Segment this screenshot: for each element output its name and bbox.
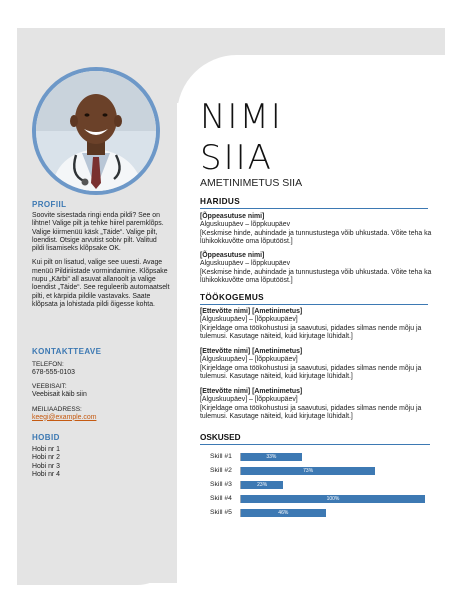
skill-bar (241, 481, 283, 489)
profile-paragraph-2: Kui pilt on lisatud, valige see uuesti. Avage menüü Pildiriistade vormindamine. Klõpsake nupu „Kärbi“ all asuvat allanoolt ja valige loendist „Täide“. See reguleerib automaatselt pilti, et kärpida pildile vastavaks. Saate klõpsata ja lohistada pildi õigesse kohta. (32, 259, 170, 308)
job-entry-dates: [Alguskuupäev] – [lõppkuupäev] (200, 356, 298, 364)
school-dates: Alguskuupäev – lõppkuupäev (200, 221, 291, 229)
email-link[interactable]: keegi@example.com (32, 413, 97, 421)
skill-bar (241, 509, 326, 517)
skill-row (200, 466, 440, 476)
skill-row (200, 452, 440, 462)
skill-track (240, 481, 441, 489)
hobbies-heading: HOBID (32, 433, 60, 442)
skill-track (240, 509, 441, 517)
skills-heading: OSKUSED (200, 433, 430, 445)
name-line-2: SIIA (200, 138, 273, 178)
candidate-name (200, 97, 283, 179)
skill-name: Skill #5 (210, 509, 232, 516)
hobby-item: Hobi nr 2 (32, 454, 60, 462)
hobby-item: Hobi nr 1 (32, 446, 60, 453)
school-name: [Õppeasutuse nimi] (200, 252, 265, 259)
education-entry (200, 252, 435, 285)
skill-track (240, 453, 441, 461)
skill-bar (241, 467, 375, 475)
education-heading: HARIDUS (200, 197, 428, 209)
skill-row (200, 508, 440, 518)
skill-bar (241, 495, 425, 503)
hobby-item: Hobi nr 3 (32, 462, 60, 470)
job-title: AMETINIMETUS SIIA (200, 177, 303, 189)
phone-value: 678-555-0103 (32, 369, 75, 376)
phone-label: TELEFON: (32, 361, 64, 368)
name-line-1: NIMI (200, 97, 283, 137)
experience-entry (200, 348, 435, 381)
profile-photo[interactable] (32, 67, 160, 195)
experience-entry (200, 388, 435, 421)
email-label: MEILIAADRESS: (32, 405, 82, 413)
school-dates: Alguskuupäev – lõppkuupäev (200, 260, 291, 268)
school-description: [Keskmise hinde, auhindade ja tunnustustega võib uhkustada. Võite teha ka lühikokkuvõtte oma lõputööst.] (200, 229, 432, 245)
skill-name: Skill #3 (210, 481, 232, 488)
job-entry-title: [Ettevõtte nimi] [Ametinimetus] (200, 308, 303, 315)
profile-paragraph-1: Soovite sisestada ringi enda pildi? See on lihtne! Valige pilt ja tehke hiirel paremklõps. Valige kiirmenüü käsk „Täide“. Valige pilt, loendist. Otsige arvutist sobiv pilt. Valitud pildi lisamiseks klõpsake OK. (32, 212, 164, 253)
hobby-item: Hobi nr 4 (32, 470, 60, 478)
education-entry (200, 213, 435, 246)
job-entry-dates: [Alguskuupäev] – [lõppkuupäev] (200, 316, 298, 324)
job-entry-dates: [Alguskuupäev] – [lõppkuupäev] (200, 396, 298, 404)
skill-name: Skill #4 (210, 495, 232, 502)
job-entry-description: [Kirjeldage oma töökohustusi ja saavutusi, pidades silmas nende mõju ja tulemusi. Kasutage näiteid, kuid kirjutage lühidalt.] (200, 404, 422, 420)
skill-name: Skill #1 (210, 453, 232, 460)
hobbies-list (32, 446, 170, 479)
school-name: [Õppeasutuse nimi] (200, 213, 265, 220)
job-entry-description: [Kirjeldage oma töökohustusi ja saavutusi, pidades silmas nende mõju ja tulemusi. Kasutage näiteid, kuid kirjutage lühidalt.] (200, 364, 422, 380)
skill-bar (241, 453, 302, 461)
skill-percent-label: 23% (257, 482, 268, 488)
skill-percent-label: 46% (278, 510, 289, 516)
profile-heading: PROFIIL (32, 200, 67, 209)
experience-entry (200, 308, 435, 341)
contact-heading: KONTAKTTEAVE (32, 347, 102, 356)
job-entry-title: [Ettevõtte nimi] [Ametinimetus] (200, 388, 303, 395)
skill-percent-label: 100% (326, 496, 340, 502)
contact-block (32, 361, 170, 428)
skill-name: Skill #2 (210, 467, 232, 474)
doctor-portrait-image (36, 71, 156, 191)
website-label: VEEBISAIT: (32, 383, 67, 391)
job-entry-description: [Kirjeldage oma töökohustusi ja saavutusi, pidades silmas nende mõju ja tulemusi. Kasutage näiteid, kuid kirjutage lühidalt.] (200, 324, 422, 340)
skill-track (240, 467, 441, 475)
profile-text (32, 212, 170, 315)
skill-row (200, 494, 440, 504)
job-entry-title: [Ettevõtte nimi] [Ametinimetus] (200, 348, 303, 355)
skill-track (240, 495, 441, 503)
school-description: [Keskmise hinde, auhindade ja tunnustustega võib uhkustada. Võite teha ka lühikokkuvõtte oma lõputööst.] (200, 268, 432, 284)
sidebar-bottom-curve (17, 540, 177, 585)
website-value[interactable]: Veebisait käib siin (32, 391, 87, 399)
skill-row (200, 480, 440, 490)
skill-percent-label: 73% (303, 468, 314, 474)
skill-percent-label: 33% (266, 454, 277, 460)
experience-heading: TÖÖKOGEMUS (200, 293, 428, 305)
